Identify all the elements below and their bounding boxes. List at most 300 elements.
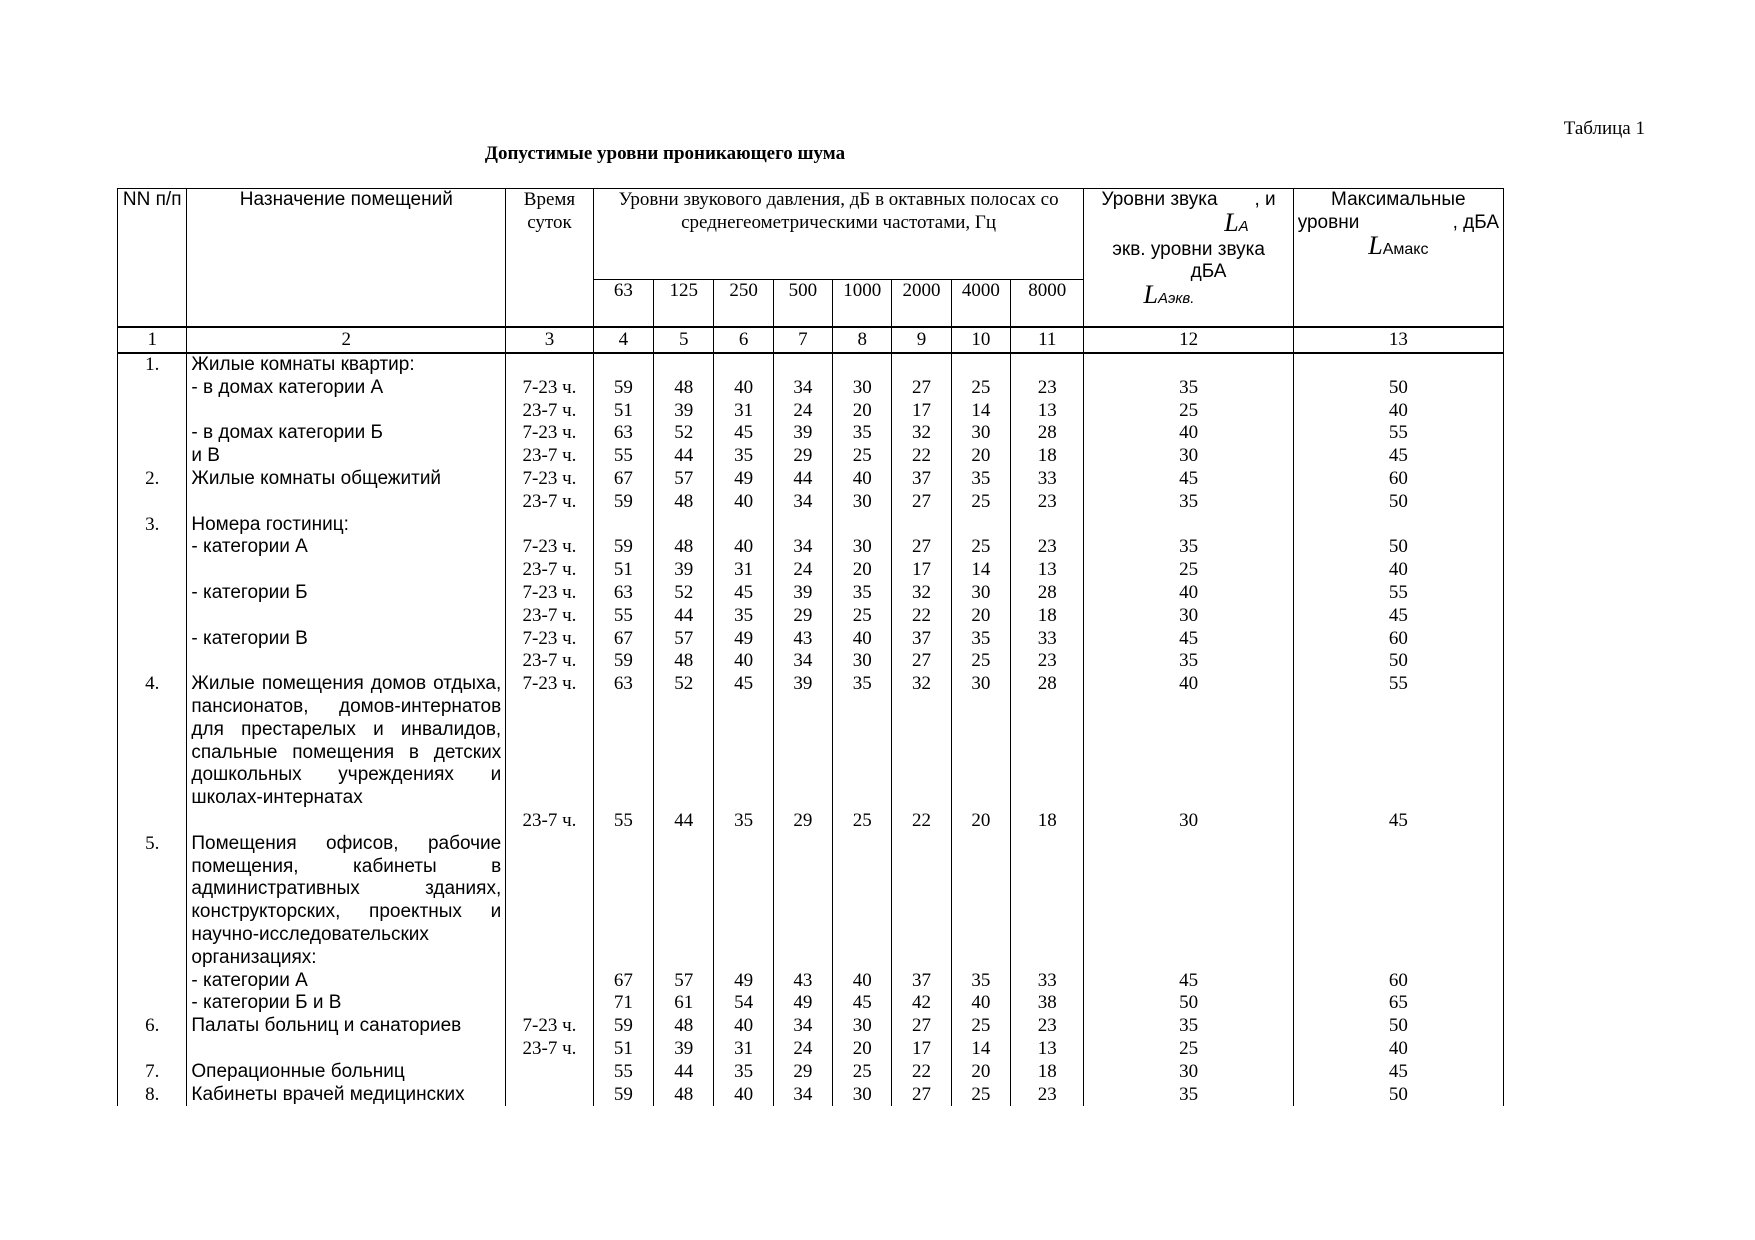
- row-number: 1.: [118, 353, 187, 377]
- spl-value: 35: [833, 422, 892, 445]
- spl-value: 20: [951, 1061, 1010, 1084]
- column-number: 6: [714, 327, 773, 353]
- spl-value: 35: [833, 673, 892, 810]
- la-value: 40: [1084, 582, 1293, 605]
- spl-value: 63: [593, 582, 653, 605]
- room-purpose: Номера гостиниц:: [187, 514, 506, 537]
- spl-value: 28: [1011, 422, 1084, 445]
- spl-value: 30: [833, 1084, 892, 1107]
- spl-value: [773, 514, 832, 537]
- header-spl: Уровни звукового давления, дБ в октавных полосах со среднегеометрическими частотами, Гц: [593, 189, 1084, 280]
- spl-value: 35: [951, 970, 1010, 993]
- header-freq-125: 125: [654, 280, 714, 328]
- spl-value: 57: [654, 628, 714, 651]
- spl-value: 29: [773, 810, 832, 833]
- la-value: 35: [1084, 1084, 1293, 1107]
- spl-value: 45: [833, 992, 892, 1015]
- spl-value: 30: [833, 650, 892, 673]
- room-purpose: - в домах категории Б: [187, 422, 506, 445]
- room-purpose: - категории А: [187, 536, 506, 559]
- spl-value: 40: [714, 491, 773, 514]
- spl-value: 33: [1011, 468, 1084, 491]
- spl-value: 52: [654, 673, 714, 810]
- spl-value: 34: [773, 650, 832, 673]
- spl-value: 40: [951, 992, 1010, 1015]
- spl-value: 37: [892, 468, 951, 491]
- spl-value: 27: [892, 491, 951, 514]
- time-of-day: [506, 970, 594, 993]
- room-purpose: и В: [187, 445, 506, 468]
- la-value: 25: [1084, 559, 1293, 582]
- spl-value: 45: [714, 673, 773, 810]
- spl-value: 20: [833, 1038, 892, 1061]
- spl-value: 30: [833, 491, 892, 514]
- row-number: [118, 650, 187, 673]
- spl-value: 25: [951, 1084, 1010, 1107]
- spl-value: 59: [593, 1015, 653, 1038]
- table-row: [118, 605, 1504, 628]
- spl-value: 59: [593, 650, 653, 673]
- spl-value: 14: [951, 559, 1010, 582]
- header-lamax: Максимальные уровни , дБА LАмакс: [1293, 189, 1503, 328]
- spl-value: 30: [951, 673, 1010, 810]
- table-row: [118, 673, 1504, 810]
- time-of-day: 23-7 ч.: [506, 445, 594, 468]
- room-purpose: Жилые помещения домов отдыха, пансионатов, домов-интернатов для престарелых и инвалидов, спальные помещения в детских дошкольных учреждениях и школах-интернатах: [187, 673, 506, 810]
- time-of-day: [506, 514, 594, 537]
- row-number: 5.: [118, 833, 187, 970]
- table-row: [118, 536, 1504, 559]
- spl-value: 44: [654, 605, 714, 628]
- spl-value: 57: [654, 970, 714, 993]
- table-row: [118, 1038, 1504, 1061]
- table-caption: Таблица 1: [1563, 118, 1645, 139]
- row-number: [118, 400, 187, 423]
- spl-value: 23: [1011, 1084, 1084, 1107]
- lamax-value: 40: [1293, 400, 1503, 423]
- spl-value: 25: [951, 1015, 1010, 1038]
- time-of-day: 23-7 ч.: [506, 1038, 594, 1061]
- room-purpose: Жилые комнаты квартир:: [187, 353, 506, 377]
- table-row: [118, 833, 1504, 970]
- spl-value: 67: [593, 970, 653, 993]
- header-freq-4000: 4000: [951, 280, 1010, 328]
- spl-value: 25: [951, 377, 1010, 400]
- time-of-day: 23-7 ч.: [506, 650, 594, 673]
- la-value: 30: [1084, 445, 1293, 468]
- spl-value: [892, 514, 951, 537]
- column-number: 7: [773, 327, 832, 353]
- room-purpose: [187, 400, 506, 423]
- spl-value: 39: [654, 400, 714, 423]
- spl-value: 37: [892, 628, 951, 651]
- noise-levels-table: [117, 188, 1504, 1106]
- spl-value: 28: [1011, 673, 1084, 810]
- spl-value: 17: [892, 400, 951, 423]
- header-freq-63: 63: [593, 280, 653, 328]
- room-purpose: [187, 605, 506, 628]
- spl-value: 49: [714, 970, 773, 993]
- spl-value: [714, 514, 773, 537]
- spl-value: 34: [773, 491, 832, 514]
- room-purpose: Операционные больниц: [187, 1061, 506, 1084]
- spl-value: [951, 514, 1010, 537]
- spl-value: 67: [593, 628, 653, 651]
- spl-value: 25: [833, 605, 892, 628]
- spl-value: 63: [593, 673, 653, 810]
- spl-value: 18: [1011, 605, 1084, 628]
- spl-value: [773, 353, 832, 377]
- time-of-day: 7-23 ч.: [506, 536, 594, 559]
- spl-value: 48: [654, 491, 714, 514]
- la-value: 40: [1084, 422, 1293, 445]
- la-value: 25: [1084, 400, 1293, 423]
- row-number: [118, 628, 187, 651]
- spl-value: 59: [593, 1084, 653, 1107]
- header-freq-500: 500: [773, 280, 832, 328]
- time-of-day: [506, 1061, 594, 1084]
- spl-value: 24: [773, 400, 832, 423]
- la-value: 30: [1084, 1061, 1293, 1084]
- spl-value: 39: [773, 422, 832, 445]
- row-number: [118, 970, 187, 993]
- spl-value: 40: [714, 1015, 773, 1038]
- spl-value: 31: [714, 559, 773, 582]
- spl-value: 30: [833, 1015, 892, 1038]
- header-time: Время суток: [506, 189, 594, 328]
- room-purpose: [187, 650, 506, 673]
- lamax-value: [1293, 833, 1503, 970]
- spl-value: 67: [593, 468, 653, 491]
- spl-value: 42: [892, 992, 951, 1015]
- spl-value: [892, 353, 951, 377]
- spl-value: 13: [1011, 400, 1084, 423]
- spl-value: 44: [773, 468, 832, 491]
- spl-value: 37: [892, 970, 951, 993]
- time-of-day: 7-23 ч.: [506, 377, 594, 400]
- spl-value: 35: [714, 810, 773, 833]
- header-freq-250: 250: [714, 280, 773, 328]
- spl-value: 49: [714, 468, 773, 491]
- lamax-value: 50: [1293, 377, 1503, 400]
- spl-value: 24: [773, 1038, 832, 1061]
- time-of-day: 23-7 ч.: [506, 559, 594, 582]
- spl-value: 29: [773, 1061, 832, 1084]
- column-number: 3: [506, 327, 594, 353]
- spl-value: 59: [593, 536, 653, 559]
- room-purpose: Кабинеты врачей медицинских: [187, 1084, 506, 1107]
- spl-value: 25: [833, 1061, 892, 1084]
- spl-value: 55: [593, 445, 653, 468]
- spl-value: 52: [654, 422, 714, 445]
- lamax-value: 45: [1293, 1061, 1503, 1084]
- spl-value: 35: [714, 1061, 773, 1084]
- spl-value: 25: [951, 491, 1010, 514]
- room-purpose: [187, 491, 506, 514]
- spl-value: 49: [773, 992, 832, 1015]
- spl-value: 27: [892, 650, 951, 673]
- column-number: 13: [1293, 327, 1503, 353]
- spl-value: 51: [593, 559, 653, 582]
- spl-value: 31: [714, 1038, 773, 1061]
- spl-value: 40: [833, 628, 892, 651]
- spl-value: 40: [714, 1084, 773, 1107]
- spl-value: 44: [654, 1061, 714, 1084]
- spl-value: 34: [773, 1084, 832, 1107]
- spl-value: 35: [714, 605, 773, 628]
- table-row: [118, 353, 1504, 377]
- spl-value: 48: [654, 377, 714, 400]
- spl-value: 17: [892, 559, 951, 582]
- spl-value: 23: [1011, 1015, 1084, 1038]
- time-of-day: [506, 833, 594, 970]
- spl-value: [892, 833, 951, 970]
- row-number: [118, 810, 187, 833]
- lamax-value: 50: [1293, 1015, 1503, 1038]
- header-purpose: Назначение помещений: [187, 189, 506, 328]
- spl-value: 18: [1011, 810, 1084, 833]
- spl-value: 20: [833, 559, 892, 582]
- column-number: 1: [118, 327, 187, 353]
- lamax-value: 60: [1293, 468, 1503, 491]
- row-number: [118, 445, 187, 468]
- la-value: 35: [1084, 650, 1293, 673]
- row-number: [118, 582, 187, 605]
- spl-value: 25: [833, 445, 892, 468]
- lamax-value: 50: [1293, 536, 1503, 559]
- spl-value: 40: [714, 377, 773, 400]
- spl-value: 40: [714, 650, 773, 673]
- spl-value: 35: [951, 468, 1010, 491]
- table-row: [118, 1084, 1504, 1107]
- spl-value: 43: [773, 970, 832, 993]
- time-of-day: [506, 1084, 594, 1107]
- time-of-day: 7-23 ч.: [506, 468, 594, 491]
- lamax-value: 65: [1293, 992, 1503, 1015]
- spl-value: [593, 514, 653, 537]
- lamax-value: 40: [1293, 559, 1503, 582]
- spl-value: 61: [654, 992, 714, 1015]
- lamax-value: 45: [1293, 810, 1503, 833]
- row-number: 7.: [118, 1061, 187, 1084]
- lamax-value: 40: [1293, 1038, 1503, 1061]
- header-freq-2000: 2000: [892, 280, 951, 328]
- lamax-value: 55: [1293, 582, 1503, 605]
- time-of-day: 7-23 ч.: [506, 582, 594, 605]
- column-number: 10: [951, 327, 1010, 353]
- spl-value: [833, 833, 892, 970]
- row-number: 3.: [118, 514, 187, 537]
- spl-value: 22: [892, 810, 951, 833]
- la-value: 45: [1084, 468, 1293, 491]
- row-number: [118, 605, 187, 628]
- table-row: [118, 422, 1504, 445]
- table-row: [118, 628, 1504, 651]
- spl-value: 52: [654, 582, 714, 605]
- time-of-day: 7-23 ч.: [506, 1015, 594, 1038]
- time-of-day: 23-7 ч.: [506, 400, 594, 423]
- spl-value: 33: [1011, 628, 1084, 651]
- row-number: 6.: [118, 1015, 187, 1038]
- row-number: [118, 377, 187, 400]
- spl-value: 55: [593, 605, 653, 628]
- la-value: 40: [1084, 673, 1293, 810]
- spl-value: 30: [833, 536, 892, 559]
- spl-value: 57: [654, 468, 714, 491]
- la-value: 35: [1084, 377, 1293, 400]
- time-of-day: 7-23 ч.: [506, 422, 594, 445]
- spl-value: 54: [714, 992, 773, 1015]
- spl-value: 55: [593, 810, 653, 833]
- time-of-day: 23-7 ч.: [506, 491, 594, 514]
- lamax-value: [1293, 514, 1503, 537]
- spl-value: 27: [892, 377, 951, 400]
- spl-value: 35: [714, 445, 773, 468]
- spl-value: 45: [714, 582, 773, 605]
- spl-value: [833, 353, 892, 377]
- lamax-value: [1293, 353, 1503, 377]
- la-value: 35: [1084, 1015, 1293, 1038]
- row-number: [118, 536, 187, 559]
- spl-value: 17: [892, 1038, 951, 1061]
- spl-value: 20: [951, 605, 1010, 628]
- room-purpose: - в домах категории А: [187, 377, 506, 400]
- lamax-value: 55: [1293, 673, 1503, 810]
- time-of-day: [506, 353, 594, 377]
- table-row: [118, 810, 1504, 833]
- spl-value: 30: [951, 582, 1010, 605]
- spl-value: 40: [833, 970, 892, 993]
- room-purpose: Палаты больниц и санаториев: [187, 1015, 506, 1038]
- row-number: 4.: [118, 673, 187, 810]
- la-value: 30: [1084, 605, 1293, 628]
- la-value: 35: [1084, 536, 1293, 559]
- la-value: 45: [1084, 970, 1293, 993]
- table-row: [118, 1015, 1504, 1038]
- spl-value: [654, 514, 714, 537]
- spl-value: [833, 514, 892, 537]
- table-row: [118, 559, 1504, 582]
- la-value: 50: [1084, 992, 1293, 1015]
- spl-value: 18: [1011, 445, 1084, 468]
- la-value: [1084, 353, 1293, 377]
- spl-value: 22: [892, 1061, 951, 1084]
- spl-value: 39: [773, 582, 832, 605]
- spl-value: 27: [892, 1015, 951, 1038]
- spl-value: [593, 833, 653, 970]
- spl-value: 44: [654, 445, 714, 468]
- spl-value: 38: [1011, 992, 1084, 1015]
- header-freq-8000: 8000: [1011, 280, 1084, 328]
- la-value: 35: [1084, 491, 1293, 514]
- spl-value: 29: [773, 605, 832, 628]
- spl-value: 27: [892, 536, 951, 559]
- la-value: [1084, 514, 1293, 537]
- spl-value: 13: [1011, 1038, 1084, 1061]
- spl-value: [654, 353, 714, 377]
- row-number: [118, 491, 187, 514]
- table-row: [118, 1061, 1504, 1084]
- spl-value: 39: [773, 673, 832, 810]
- spl-value: 28: [1011, 582, 1084, 605]
- lamax-value: 50: [1293, 491, 1503, 514]
- spl-value: 14: [951, 1038, 1010, 1061]
- row-number: [118, 1038, 187, 1061]
- time-of-day: 23-7 ч.: [506, 605, 594, 628]
- table-row: [118, 445, 1504, 468]
- lamax-value: 55: [1293, 422, 1503, 445]
- time-of-day: 23-7 ч.: [506, 810, 594, 833]
- lamax-value: 45: [1293, 605, 1503, 628]
- row-number: 8.: [118, 1084, 187, 1107]
- spl-value: 63: [593, 422, 653, 445]
- spl-value: 51: [593, 400, 653, 423]
- column-number: 11: [1011, 327, 1084, 353]
- column-number: 12: [1084, 327, 1293, 353]
- spl-value: 48: [654, 650, 714, 673]
- spl-value: [714, 353, 773, 377]
- room-purpose: - категории Б: [187, 582, 506, 605]
- spl-value: 18: [1011, 1061, 1084, 1084]
- table-row: [118, 400, 1504, 423]
- header-freq-1000: 1000: [833, 280, 892, 328]
- la-value: 45: [1084, 628, 1293, 651]
- spl-value: 23: [1011, 491, 1084, 514]
- spl-value: 20: [833, 400, 892, 423]
- spl-value: 29: [773, 445, 832, 468]
- room-purpose: - категории Б и В: [187, 992, 506, 1015]
- table-row: [118, 491, 1504, 514]
- room-purpose: Жилые комнаты общежитий: [187, 468, 506, 491]
- spl-value: 39: [654, 559, 714, 582]
- spl-value: [951, 833, 1010, 970]
- spl-value: 32: [892, 422, 951, 445]
- column-number: 5: [654, 327, 714, 353]
- room-purpose: [187, 1038, 506, 1061]
- spl-value: 34: [773, 377, 832, 400]
- spl-value: 34: [773, 1015, 832, 1038]
- spl-value: 22: [892, 445, 951, 468]
- lamax-value: 50: [1293, 1084, 1503, 1107]
- time-of-day: 7-23 ч.: [506, 673, 594, 810]
- spl-value: 32: [892, 582, 951, 605]
- spl-value: 20: [951, 810, 1010, 833]
- spl-value: 59: [593, 491, 653, 514]
- la-value: 30: [1084, 810, 1293, 833]
- header-la: Уровни звука , и LA экв. уровни звука дБА LАэкв.: [1084, 189, 1293, 328]
- table-row: [118, 970, 1504, 993]
- time-of-day: [506, 992, 594, 1015]
- spl-value: 31: [714, 400, 773, 423]
- spl-value: 35: [951, 628, 1010, 651]
- lamax-value: 60: [1293, 970, 1503, 993]
- column-number: 2: [187, 327, 506, 353]
- spl-value: [1011, 833, 1084, 970]
- row-number: [118, 422, 187, 445]
- spl-value: 23: [1011, 650, 1084, 673]
- spl-value: 14: [951, 400, 1010, 423]
- spl-value: 40: [714, 536, 773, 559]
- table-row: [118, 468, 1504, 491]
- spl-value: 27: [892, 1084, 951, 1107]
- spl-value: 35: [833, 582, 892, 605]
- spl-value: 44: [654, 810, 714, 833]
- table-row: [118, 582, 1504, 605]
- spl-value: 22: [892, 605, 951, 628]
- table-row: [118, 650, 1504, 673]
- spl-value: 25: [951, 536, 1010, 559]
- spl-value: 40: [833, 468, 892, 491]
